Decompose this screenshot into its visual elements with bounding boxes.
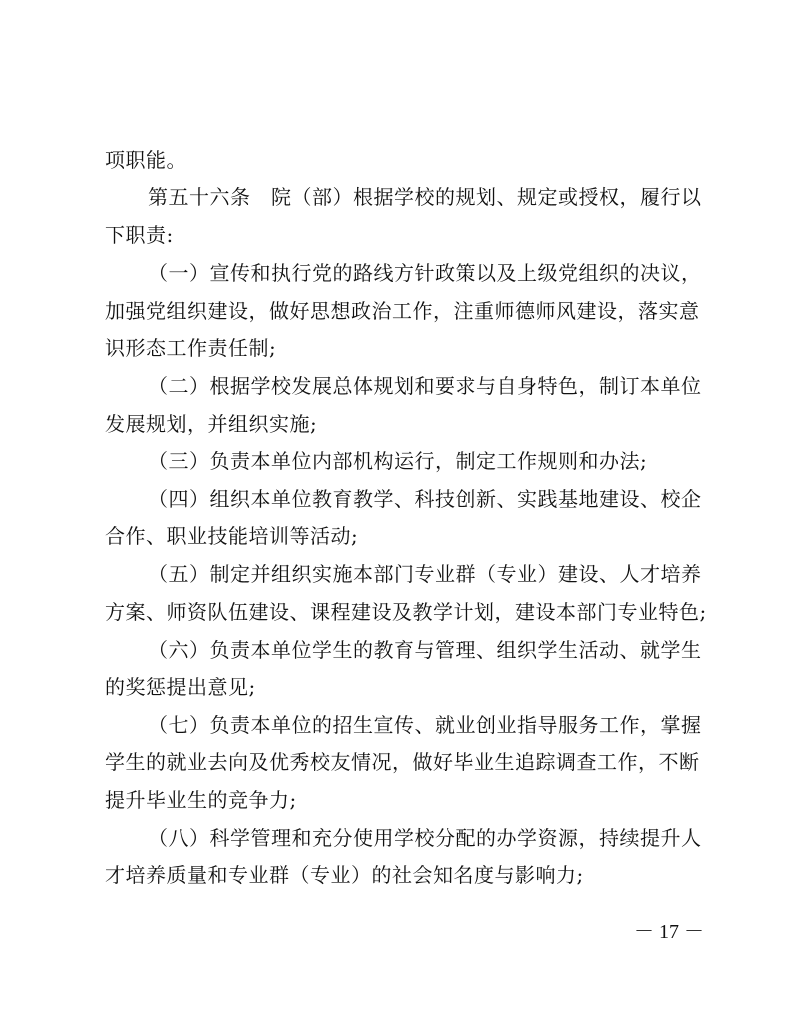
item-6-line-2: 的奖惩提出意见; [105,675,256,699]
page-number: － 17 － [634,921,704,943]
item-5-line-1: （五）制定并组织实施本部门专业群（专业）建设、人才培养 [148,562,702,586]
item-1-line-3: 识形态工作责任制; [105,336,277,360]
item-3-line-1: （三）负责本单位内部机构运行，制定工作规则和办法; [148,449,648,473]
item-4-line-2: 合作、职业技能培训等活动; [105,524,359,548]
item-2-line-1: （二）根据学校发展总体规划和要求与自身特色，制订本单位 [148,374,702,398]
item-7-line-2: 学生的就业去向及优秀校友情况，做好毕业生追踪调查工作，不断 [105,750,700,774]
item-8-line-2: 才培养质量和专业群（专业）的社会知名度与影响力; [105,863,584,887]
item-5-line-2: 方案、师资队伍建设、课程建设及教学计划，建设本部门专业特色; [105,600,707,624]
item-1-line-1: （一）宣传和执行党的路线方针政策以及上级党组织的决议， [148,261,702,285]
item-7-line-1: （七）负责本单位的招生宣传、就业创业指导服务工作，掌握 [148,713,702,737]
item-7-line-3: 提升毕业生的竞争力; [105,788,297,812]
item-4-line-1: （四）组织本单位教育教学、科技创新、实践基地建设、校企 [148,487,702,511]
article-56-heading-line-2: 下职责: [105,223,174,247]
item-8-line-1: （八）科学管理和充分使用学校分配的办学资源，持续提升人 [148,826,702,850]
item-1-line-2: 加强党组织建设，做好思想政治工作，注重师德师风建设，落实意 [105,299,700,323]
item-6-line-1: （六）负责本单位学生的教育与管理、组织学生活动、就学生 [148,638,702,662]
article-56-heading-line: 第五十六条 院（部）根据学校的规划、规定或授权，履行以 [148,185,702,209]
text-line-continuation: 项职能。 [105,148,187,172]
item-2-line-2: 发展规划，并组织实施; [105,412,318,436]
